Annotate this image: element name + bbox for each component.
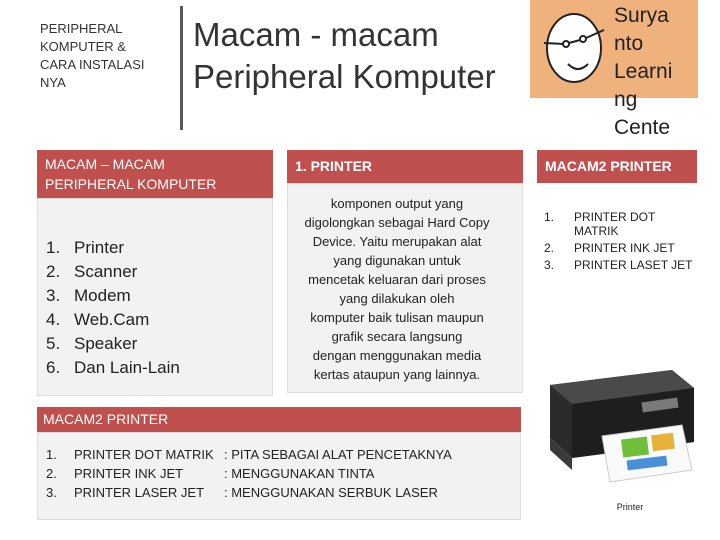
list-item — [46, 445, 516, 464]
item-label: Dan Lain-Lain — [74, 358, 180, 377]
item-name: PRINTER INK JET — [74, 466, 184, 481]
item-label — [574, 241, 675, 255]
list-item — [544, 210, 694, 238]
item-label: Web.Cam — [74, 310, 150, 329]
item-label: Speaker — [74, 334, 138, 353]
item-name: PRINTER DOT MATRIK — [74, 447, 214, 462]
item-line: PRINTER INK JET — [574, 241, 675, 255]
logo-text — [614, 2, 694, 142]
list-item — [544, 258, 694, 272]
item-label — [574, 210, 655, 238]
image-caption: Printer — [616, 502, 644, 512]
item-number: 4. — [46, 310, 61, 329]
item-number: 1. — [46, 238, 61, 257]
item-description: : MENGGUNAKAN TINTA — [224, 466, 375, 481]
item-number: 3. — [46, 286, 61, 305]
list-item — [544, 241, 694, 255]
subtitle-line: NYA — [40, 75, 66, 90]
item-name: PRINTER LASER JET — [74, 485, 205, 500]
logo-line: Cente — [614, 116, 671, 139]
item-line: PRINTER DOT — [574, 210, 656, 224]
description-line: grafik secara langsung — [331, 329, 463, 344]
item-number: 2. — [46, 262, 61, 281]
logo-line: nto — [614, 32, 644, 55]
list-item — [46, 308, 266, 332]
item-number: 3. — [46, 485, 57, 500]
title-divider — [180, 6, 183, 130]
item-number: 2. — [544, 241, 555, 255]
description-line: mencetak keluaran dari proses — [308, 272, 486, 287]
header-line: PERIPHERAL KOMPUTER — [45, 176, 217, 192]
header-line: MACAM – MACAM — [45, 156, 165, 172]
item-description: : MENGGUNAKAN SERBUK LASER — [224, 485, 438, 500]
item-line: MATRIK — [574, 224, 619, 238]
description-line: yang digunakan untuk — [333, 253, 461, 268]
item-label: Printer — [74, 238, 125, 257]
page-title — [193, 14, 523, 98]
item-label: Scanner — [74, 262, 138, 281]
list-item — [46, 464, 516, 483]
description-line: Device. Yaitu merupakan alat — [312, 234, 482, 249]
printer-header: 1. PRINTER — [287, 150, 523, 183]
printer-types-list — [544, 210, 694, 275]
printer-image-icon — [532, 330, 702, 505]
list-item — [46, 332, 266, 356]
item-number: 3. — [544, 258, 555, 272]
item-number: 1. — [544, 210, 555, 224]
description-line: dengan menggunakan media — [312, 348, 482, 363]
subtitle-line: CARA INSTALASI — [40, 57, 145, 72]
peripheral-list — [46, 236, 266, 380]
peripheral-types-header — [37, 150, 273, 198]
slide-subtitle — [40, 20, 170, 92]
description-line: digolongkan sebagai Hard Copy — [304, 215, 490, 230]
logo-line: Learni — [614, 60, 673, 83]
item-number: 5. — [46, 334, 61, 353]
description-line: kertas ataupun yang lainnya. — [313, 367, 481, 382]
printer-types-header: MACAM2 PRINTER — [537, 150, 697, 183]
list-item — [46, 236, 266, 260]
list-item — [46, 284, 266, 308]
description-line: komputer baik tulisan maupun — [310, 310, 484, 325]
item-description: : PITA SEBAGAI ALAT PENCETAKNYA — [224, 447, 452, 462]
item-label: Modem — [74, 286, 131, 305]
subtitle-line: KOMPUTER & — [40, 39, 126, 54]
list-item — [46, 483, 516, 502]
smiley-logo-icon — [540, 6, 610, 86]
item-number: 1. — [46, 447, 57, 462]
logo-line: Surya — [614, 4, 669, 27]
subtitle-line: PERIPHERAL — [40, 21, 123, 36]
list-item — [46, 260, 266, 284]
printer-types-summary-header: MACAM2 PRINTER — [37, 407, 521, 432]
description-line: yang dilakukan oleh — [339, 291, 455, 306]
printer-types-summary-list — [46, 445, 516, 502]
item-number: 2. — [46, 466, 57, 481]
logo-line: ng — [614, 88, 638, 111]
title-line: Macam - macam — [193, 16, 439, 53]
printer-description — [292, 194, 502, 384]
description-line: komponen output yang — [330, 196, 464, 211]
item-line: PRINTER LASET JET — [574, 258, 693, 272]
list-item — [46, 356, 266, 380]
item-number: 6. — [46, 358, 61, 377]
title-line: Peripheral Komputer — [193, 58, 496, 95]
item-label — [574, 258, 692, 272]
